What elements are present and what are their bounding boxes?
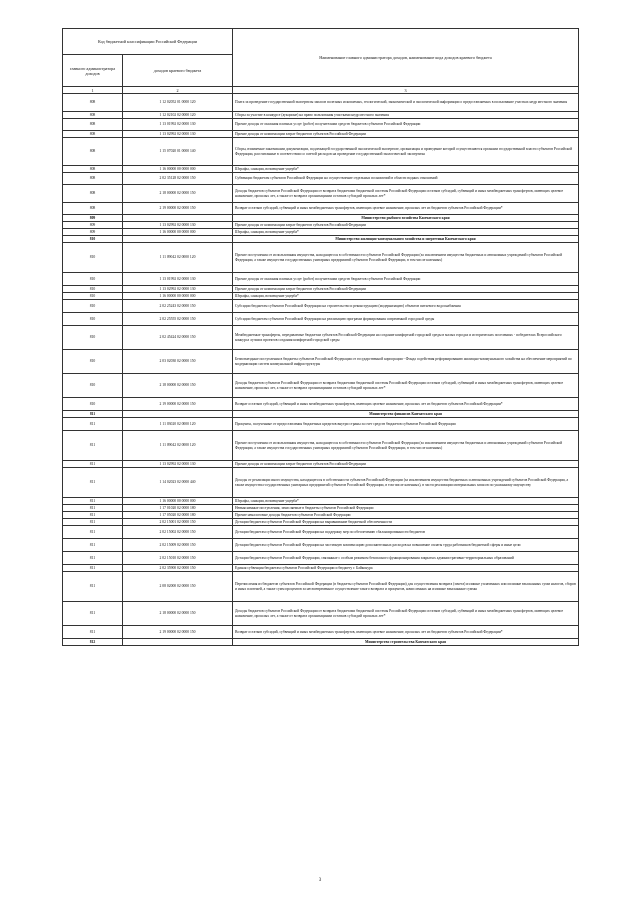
income-code-cell: 1 13 02992 02 0000 130 xyxy=(123,222,233,229)
section-row xyxy=(63,236,579,243)
admin-code-cell: 811 xyxy=(63,519,123,526)
income-code-cell: 1 11 03020 02 0000 120 xyxy=(123,418,233,431)
income-code-cell: 1 16 00000 00 0000 000 xyxy=(123,229,233,236)
income-name-cell: Безвозмездные поступления в бюджеты субъектов Российской Федерации от государственной корпорации - Фонда содействия реформированию жилищно-коммунального хозяйства на обеспечение мероприятий по модернизации систем коммунальной инфраструктуры xyxy=(233,350,579,374)
income-code-cell: 1 13 01992 02 0000 130 xyxy=(123,273,233,286)
income-code-cell xyxy=(123,215,233,222)
admin-code-cell: 812 xyxy=(63,639,123,646)
admin-code-cell: 811 xyxy=(63,565,123,572)
income-code-cell: 2 19 00000 02 0000 150 xyxy=(123,398,233,411)
admin-code-cell: 811 xyxy=(63,418,123,431)
admin-code-cell: 811 xyxy=(63,468,123,498)
table-row xyxy=(63,273,579,286)
table-row xyxy=(63,626,579,639)
income-code-cell: 1 12 02102 02 0000 120 xyxy=(123,112,233,119)
admin-code-cell: 810 xyxy=(63,374,123,398)
admin-code-cell: 811 xyxy=(63,602,123,626)
table-row xyxy=(63,512,579,519)
admin-code-cell: 811 xyxy=(63,498,123,505)
income-name-cell: Доходы бюджетов субъектов Российской Федерации от возврата бюджетами бюджетной системы Российской Федерации остатков субсидий, субвенций и иных межбюджетных трансфертов, имеющих целевое назначение, прошлых лет, а также от возврата организациями остатков субсидий прошлых лет* xyxy=(233,374,579,398)
admin-code-cell: 808 xyxy=(63,166,123,173)
income-name-cell: Штрафы, санкции, возмещение ущерба* xyxy=(233,166,579,173)
income-code-cell: 2 02 15009 02 0000 150 xyxy=(123,539,233,552)
table-row xyxy=(63,293,579,300)
income-code-cell: 1 14 02023 02 0000 440 xyxy=(123,468,233,498)
table-row xyxy=(63,505,579,512)
income-name-cell: Прочие доходы от компенсации затрат бюджетов субъектов Российской Федерации xyxy=(233,131,579,138)
income-name-cell: Прочие поступления от использования имущества, находящегося в собственности субъектов Российской Федерации (за исключением имущества бюджетных и автономных учреждений субъектов Российской Федерации, а также имущества государственных унитарных предприятий субъектов Российской Федерации, в том числе казенных) xyxy=(233,243,579,273)
header-income: доходов краевого бюджета xyxy=(123,55,233,87)
income-name-cell: Штрафы, санкции, возмещение ущерба* xyxy=(233,293,579,300)
table-row xyxy=(63,138,579,166)
income-code-cell: 1 11 09042 02 0000 120 xyxy=(123,243,233,273)
admin-code-cell: 810 xyxy=(63,326,123,350)
admin-code-cell: 808 xyxy=(63,94,123,112)
income-name-cell: Межбюджетные трансферты, передаваемые бюджетам субъектов Российской Федерации на создание комфортной городской среды в малых городах и исторических поселениях - победителях Всероссийского конкурса лучших проектов создания комфортной городской среды xyxy=(233,326,579,350)
table-row xyxy=(63,203,579,215)
income-name-cell: Прочие поступления от использования имущества, находящегося в собственности субъектов Российской Федерации (за исключением имущества бюджетных и автономных учреждений субъектов Российской Федерации, а также имущества государственных унитарных предприятий субъектов Российской Федерации, в том числе казенных) xyxy=(233,431,579,461)
table-row xyxy=(63,350,579,374)
income-code-cell: 2 18 00000 02 0000 150 xyxy=(123,374,233,398)
admin-code-cell: 810 xyxy=(63,293,123,300)
header-group: Код бюджетной классификации Российской Федерации xyxy=(63,29,233,55)
section-row xyxy=(63,411,579,418)
income-name-cell: Прочие доходы от оказания платных услуг (работ) получателями средств бюджетов субъектов Российской Федерации xyxy=(233,273,579,286)
table-row xyxy=(63,519,579,526)
income-code-cell: 2 02 15002 02 0000 150 xyxy=(123,526,233,539)
income-name-cell: Сборы за участие в конкурсе (аукционе) на право пользования участками недр местного значения xyxy=(233,112,579,119)
table-row xyxy=(63,565,579,572)
table-row xyxy=(63,431,579,461)
income-name-cell: Невыясненные поступления, зачисляемые в бюджеты субъектов Российской Федерации xyxy=(233,505,579,512)
admin-code-cell: 810 xyxy=(63,286,123,293)
income-name-cell: Доходы бюджетов субъектов Российской Федерации от возврата бюджетами бюджетной системы Российской Федерации остатков субсидий, субвенций и иных межбюджетных трансфертов, имеющих целевое назначение, прошлых лет, а также от возврата организациями остатков субсидий прошлых лет* xyxy=(233,602,579,626)
income-code-cell: 2 02 45424 02 0000 150 xyxy=(123,326,233,350)
income-code-cell: 1 13 02992 02 0000 130 xyxy=(123,461,233,468)
income-name-cell: Дотации бюджетам субъектов Российской Федерации на частичную компенсацию дополнительных расходов на повышение оплаты труда работников бюджетной сферы и иные цели xyxy=(233,539,579,552)
table-row xyxy=(63,119,579,131)
income-name-cell: Единая субвенция бюджетам субъектов Российской Федерации и бюджету г. Байконура xyxy=(233,565,579,572)
income-code-cell: 1 17 01020 02 0000 180 xyxy=(123,505,233,512)
income-code-cell: 2 19 00000 02 0000 150 xyxy=(123,203,233,215)
table-row xyxy=(63,374,579,398)
income-name-cell: Прочие доходы от компенсации затрат бюджетов субъектов Российской Федерации xyxy=(233,461,579,468)
admin-code-cell: 810 xyxy=(63,313,123,326)
table-row xyxy=(63,526,579,539)
table-row xyxy=(63,173,579,185)
income-code-cell: 2 08 02000 02 0000 150 xyxy=(123,572,233,602)
admin-code-cell: 808 xyxy=(63,203,123,215)
admin-code-cell: 808 xyxy=(63,131,123,138)
income-name-cell: Прочие доходы от оказания платных услуг (работ) получателями средств бюджетов субъектов Российской Федерации xyxy=(233,119,579,131)
income-name-cell: Дотации бюджетам субъектов Российской Федерации на выравнивание бюджетной обеспеченности xyxy=(233,519,579,526)
table-row xyxy=(63,418,579,431)
income-code-cell: 2 03 02030 02 0000 150 xyxy=(123,350,233,374)
header-num-2: 2 xyxy=(123,87,233,94)
table-row xyxy=(63,552,579,565)
admin-code-cell: 811 xyxy=(63,411,123,418)
income-name-cell: Доходы от реализации иного имущества, находящегося в собственности субъектов Российской Федерации (за исключением имущества бюджетных и автономных учреждений субъектов Российской Федерации, а также имущества государственных унитарных предприятий субъектов Российской Федерации, в том числе казенных), в части реализации материальных запасов по указанному имуществу xyxy=(233,468,579,498)
table-row xyxy=(63,326,579,350)
admin-code-cell: 810 xyxy=(63,300,123,313)
income-name-cell: Возврат остатков субсидий, субвенций и иных межбюджетных трансфертов, имеющих целевое назначение, прошлых лет из бюджетов субъектов Российской Федерации* xyxy=(233,203,579,215)
income-code-cell: 1 11 09042 02 0000 120 xyxy=(123,431,233,461)
income-code-cell: 1 15 07020 01 0000 140 xyxy=(123,138,233,166)
income-name-cell: Субвенции бюджетам субъектов Российской Федерации на осуществление отдельных полномочий в области водных отношений xyxy=(233,173,579,185)
admin-code-cell: 809 xyxy=(63,229,123,236)
table-row xyxy=(63,498,579,505)
section-row xyxy=(63,639,579,646)
income-code-cell: 1 13 01992 02 0000 130 xyxy=(123,119,233,131)
table-row xyxy=(63,286,579,293)
income-name-cell: Проценты, полученные от предоставления бюджетных кредитов внутри страны за счет средств бюджетов субъектов Российской Федерации xyxy=(233,418,579,431)
income-name-cell: Плата за проведение государственной экспертизы запасов полезных ископаемых, геологической, экономической и экологической информации о предоставляемых в пользование участках недр местного значения xyxy=(233,94,579,112)
header-num-1: 1 xyxy=(63,87,123,94)
admin-code-cell: 809 xyxy=(63,222,123,229)
table-row xyxy=(63,112,579,119)
table-row xyxy=(63,313,579,326)
income-code-cell xyxy=(123,639,233,646)
table-row xyxy=(63,398,579,411)
document-page xyxy=(62,28,578,646)
income-name-cell: Дотации бюджетам субъектов Российской Федерации на поддержку мер по обеспечению сбалансированности бюджетов xyxy=(233,526,579,539)
table-row xyxy=(63,94,579,112)
page-number: 3 xyxy=(318,878,322,883)
income-code-cell: 1 12 02052 01 0000 120 xyxy=(123,94,233,112)
admin-code-cell: 811 xyxy=(63,552,123,565)
income-name-cell: Сборы, взимаемые заказчиками документации, подлежащей государственной экологической экспертизе, организация и проведение которой осуществляются органами государственной власти субъектов Российской Федерации, рассчитанные в соответствии со сметой расходов на проведение государственной экологической экспертизы xyxy=(233,138,579,166)
income-name-cell: Прочие доходы от компенсации затрат бюджетов субъектов Российской Федерации xyxy=(233,222,579,229)
ministry-name-cell: Министерство финансов Камчатского края xyxy=(233,411,579,418)
section-row xyxy=(63,215,579,222)
header-name: Наименование главного администратора доходов, наименование кода доходов краевого бюджета xyxy=(233,29,579,87)
income-code-cell: 1 16 00000 00 0000 000 xyxy=(123,166,233,173)
income-code-cell: 1 13 02992 02 0000 130 xyxy=(123,131,233,138)
income-name-cell: Штрафы, санкции, возмещение ущерба* xyxy=(233,498,579,505)
income-code-cell: 2 18 00000 02 0000 150 xyxy=(123,602,233,626)
income-code-cell: 2 02 35900 02 0000 150 xyxy=(123,565,233,572)
income-code-cell: 1 13 02992 02 0000 130 xyxy=(123,286,233,293)
income-name-cell: Доходы бюджетов субъектов Российской Федерации от возврата бюджетами бюджетной системы Российской Федерации остатков субсидий, субвенций и иных межбюджетных трансфертов, имеющих целевое назначение, прошлых лет, а также от возврата организациями остатков субсидий прошлых лет* xyxy=(233,185,579,203)
table-row xyxy=(63,539,579,552)
table-row xyxy=(63,166,579,173)
table-row xyxy=(63,131,579,138)
income-name-cell: Прочие неналоговые доходы бюджетов субъектов Российской Федерации xyxy=(233,512,579,519)
income-name-cell: Возврат остатков субсидий, субвенций и иных межбюджетных трансфертов, имеющих целевое назначение, прошлых лет из бюджетов субъектов Российской Федерации* xyxy=(233,626,579,639)
income-name-cell: Прочие доходы от компенсации затрат бюджетов субъектов Российской Федерации xyxy=(233,286,579,293)
table-row xyxy=(63,243,579,273)
income-name-cell: Возврат остатков субсидий, субвенций и иных межбюджетных трансфертов, имеющих целевое назначение, прошлых лет из бюджетов субъектов Российской Федерации* xyxy=(233,398,579,411)
income-code-cell xyxy=(123,411,233,418)
ministry-name-cell: Министерство рыбного хозяйства Камчатского края xyxy=(233,215,579,222)
admin-code-cell: 811 xyxy=(63,539,123,552)
income-name-cell: Субсидии бюджетам субъектов Российской Федерации на реализацию программ формирования современной городской среды xyxy=(233,313,579,326)
table-row xyxy=(63,572,579,602)
admin-code-cell: 808 xyxy=(63,185,123,203)
header-num-3: 3 xyxy=(233,87,579,94)
admin-code-cell: 810 xyxy=(63,243,123,273)
income-code-cell: 2 02 15010 02 0000 150 xyxy=(123,552,233,565)
table-row xyxy=(63,185,579,203)
income-code-cell: 2 02 35128 02 0000 150 xyxy=(123,173,233,185)
header-admin: главного администратора доходов xyxy=(63,55,123,87)
income-code-cell xyxy=(123,236,233,243)
admin-code-cell: 811 xyxy=(63,526,123,539)
income-code-cell: 1 16 00000 00 0000 000 xyxy=(123,293,233,300)
income-code-cell: 2 02 25243 02 0000 150 xyxy=(123,300,233,313)
admin-code-cell: 808 xyxy=(63,173,123,185)
income-code-cell: 2 18 00000 02 0000 150 xyxy=(123,185,233,203)
income-code-cell: 2 02 15001 02 0000 150 xyxy=(123,519,233,526)
admin-code-cell: 811 xyxy=(63,461,123,468)
admin-code-cell: 810 xyxy=(63,236,123,243)
income-code-cell: 1 16 00000 00 0000 000 xyxy=(123,498,233,505)
admin-code-cell: 808 xyxy=(63,119,123,131)
income-code-cell: 2 19 00000 02 0000 150 xyxy=(123,626,233,639)
admin-code-cell: 808 xyxy=(63,112,123,119)
table-row xyxy=(63,300,579,313)
admin-code-cell: 811 xyxy=(63,512,123,519)
table-row xyxy=(63,461,579,468)
table-row xyxy=(63,468,579,498)
table-body xyxy=(63,94,579,646)
income-name-cell: Штрафы, санкции, возмещение ущерба* xyxy=(233,229,579,236)
table-row xyxy=(63,229,579,236)
revenue-codes-table xyxy=(62,28,579,646)
ministry-name-cell: Министерство строительства Камчатского края xyxy=(233,639,579,646)
table-row xyxy=(63,602,579,626)
admin-code-cell: 811 xyxy=(63,572,123,602)
table-row xyxy=(63,222,579,229)
admin-code-cell: 811 xyxy=(63,431,123,461)
ministry-name-cell: Министерство жилищно-коммунального хозяйства и энергетики Камчатского края xyxy=(233,236,579,243)
admin-code-cell: 810 xyxy=(63,398,123,411)
income-name-cell: Субсидии бюджетам субъектов Российской Федерации на строительство и реконструкцию (модернизацию) объектов питьевого водоснабжения xyxy=(233,300,579,313)
admin-code-cell: 810 xyxy=(63,350,123,374)
income-name-cell: Дотации бюджетам субъектов Российской Федерации, связанные с особым режимом безопасного функционирования закрытых административно-территориальных образований xyxy=(233,552,579,565)
income-name-cell: Перечисления из бюджетов субъектов Российской Федерации (в бюджеты субъектов Российской Федерации) для осуществления возврата (зачета) излишне уплаченных или излишне взысканных сумм налогов, сборов и иных платежей, а также сумм процентов за несвоевременное осуществление такого возврата и процентов, начисленных на излишне взысканные суммы xyxy=(233,572,579,602)
income-code-cell: 2 02 25555 02 0000 150 xyxy=(123,313,233,326)
admin-code-cell: 811 xyxy=(63,505,123,512)
admin-code-cell: 808 xyxy=(63,138,123,166)
admin-code-cell: 809 xyxy=(63,215,123,222)
admin-code-cell: 811 xyxy=(63,626,123,639)
income-code-cell: 1 17 05020 02 0000 180 xyxy=(123,512,233,519)
admin-code-cell: 810 xyxy=(63,273,123,286)
